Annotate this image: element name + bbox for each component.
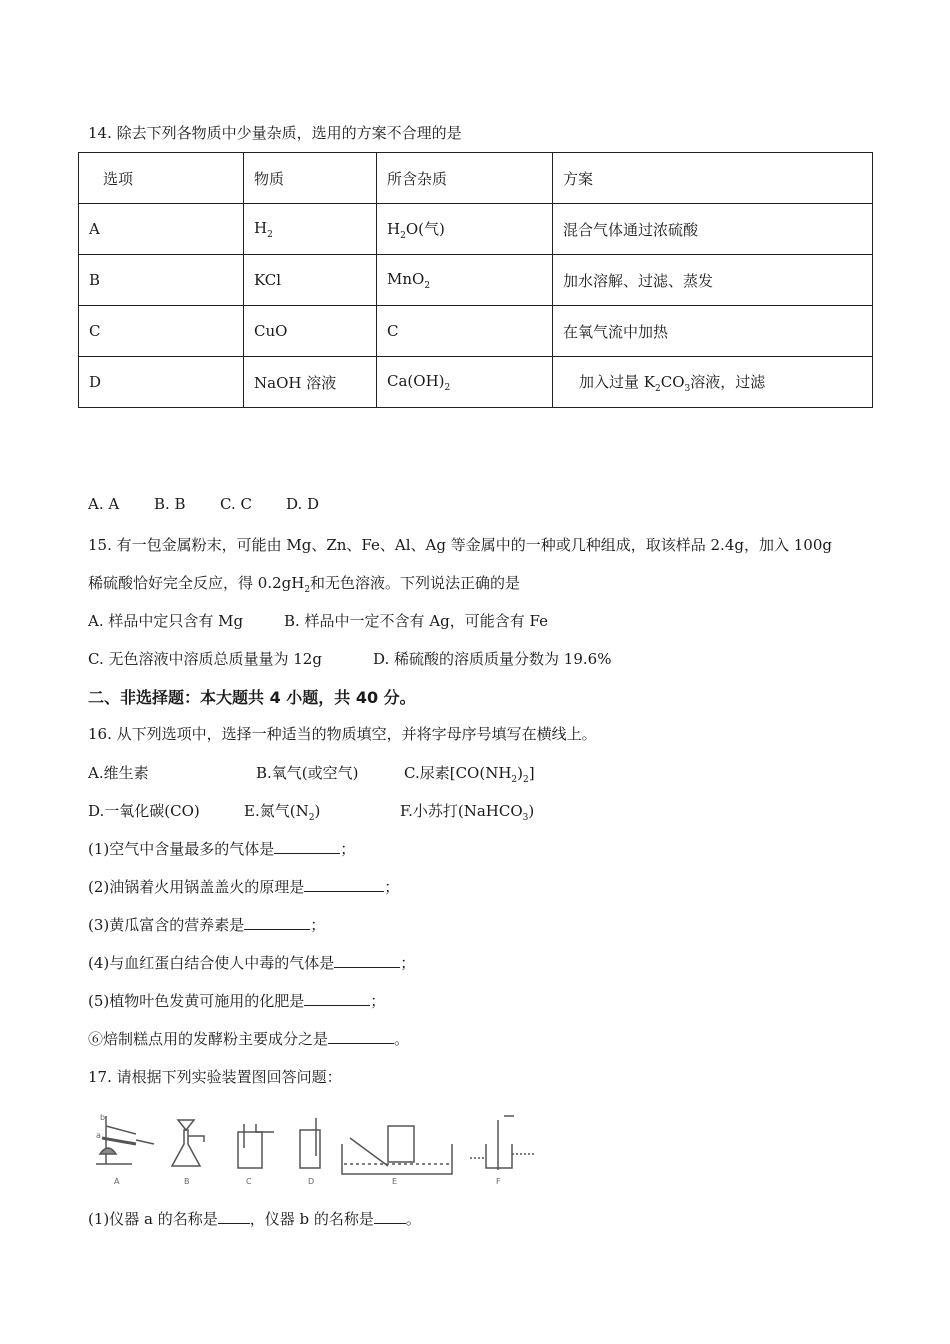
choice-d[interactable]: D. D — [286, 495, 320, 513]
fig-label-c: C — [246, 1177, 252, 1186]
table-row — [79, 255, 873, 306]
apparatus-drawing — [88, 1108, 538, 1188]
q16-option-d: D.一氧化碳(CO) — [88, 802, 200, 820]
choice-c[interactable]: C. C — [220, 495, 252, 513]
fig-label-d: D — [308, 1177, 315, 1186]
choice-a[interactable]: A. A — [88, 495, 120, 513]
row-option: D — [79, 357, 244, 408]
q14-choices — [88, 495, 319, 513]
q15-option-d[interactable]: D. 稀硫酸的溶质质量分数为 19.6% — [373, 650, 612, 668]
row-impurity: C — [377, 306, 553, 357]
row-impurity: $H_2O$(气) — [377, 204, 553, 255]
row-plan: 在氧气流中加热 — [553, 306, 873, 357]
fig-label-f: F — [496, 1177, 501, 1186]
header-plan: 方案 — [553, 153, 873, 204]
q16-option-e: E.氮气$(N_2)$ — [244, 802, 321, 823]
row-plan: 加入过量 $K_2CO_3$溶液，过滤 — [553, 357, 873, 408]
q15-option-c[interactable]: C. 无色溶液中溶质总质量量为 12g — [88, 650, 322, 668]
q16-option-c: C.尿素$[CO(NH_2)_2]$ — [404, 764, 535, 785]
q14-table — [78, 152, 873, 408]
header-option: 选项 — [79, 153, 244, 204]
q15-option-a[interactable]: A. 样品中定只含有 Mg — [88, 612, 244, 630]
q15-stem-line1: 15. 有一包金属粉末，可能由 Mg、Zn、Fe、Al、Ag 等金属中的一种或几种组成，取该样品 2.4g，加入 100g — [88, 536, 832, 554]
q16-options-row1 — [88, 762, 535, 785]
lab-apparatus-figure — [88, 1108, 538, 1188]
row-impurity: MnO$_2$ — [377, 255, 553, 306]
row-plan: 混合气体通过浓硫酸 — [553, 204, 873, 255]
fig-label-a: A — [114, 1177, 120, 1186]
table-row — [79, 306, 873, 357]
q16-item: (4)与血红蛋白结合使人中毒的气体是 ； — [88, 954, 416, 972]
answer-blank[interactable] — [304, 877, 384, 892]
fig-label-e: E — [392, 1177, 398, 1186]
q16-item: (5)植物叶色发黄可施用的化肥是 ； — [88, 992, 386, 1010]
answer-blank[interactable] — [218, 1209, 250, 1224]
choice-b[interactable]: B. B — [154, 495, 186, 513]
answer-blank[interactable] — [334, 953, 400, 968]
answer-blank[interactable] — [274, 839, 340, 854]
row-substance: $H_2$ — [244, 204, 377, 255]
q16-item: (2)油锅着火用锅盖盖火的原理是 ； — [88, 878, 400, 896]
answer-blank[interactable] — [374, 1209, 406, 1224]
header-substance: 物质 — [244, 153, 377, 204]
q17-stem: 17. 请根据下列实验装置图回答问题： — [88, 1068, 342, 1086]
q16-options-row2 — [88, 800, 534, 823]
q15-stem-line2: 稀硫酸恰好完全反应，得 $0.2gH_2$和无色溶液。下列说法正确的是 — [88, 574, 521, 595]
row-impurity: $Ca(OH)_2$ — [377, 357, 553, 408]
row-substance: CuO — [244, 306, 377, 357]
header-impurity: 所含杂质 — [377, 153, 553, 204]
q15-options-row2 — [88, 648, 611, 669]
q16-option-a: A.维生素 — [88, 764, 149, 782]
row-substance: NaOH 溶液 — [244, 357, 377, 408]
table-header-row — [79, 153, 873, 204]
section-heading: 二、非选择题：本大题共 4 小题，共 40 分。 — [88, 688, 416, 707]
q17-item-1: (1)仪器 a 的名称是 ，仪器 b 的名称是 。 — [88, 1210, 421, 1228]
answer-blank[interactable] — [244, 915, 310, 930]
q16-option-f: F.小苏打(NaHCO$_3$) — [400, 802, 535, 823]
q16-item: (1)空气中含量最多的气体是 ； — [88, 840, 356, 858]
q15-option-b[interactable]: B. 样品中一定不含有 Ag，可能含有 Fe — [284, 612, 548, 630]
row-option: C — [79, 306, 244, 357]
answer-blank[interactable] — [328, 1029, 394, 1044]
table-row — [79, 204, 873, 255]
row-substance: KCl — [244, 255, 377, 306]
mark-b: b — [100, 1113, 106, 1122]
answer-blank[interactable] — [304, 991, 370, 1006]
q15-options-row1 — [88, 610, 548, 631]
q16-stem: 16. 从下列选项中，选择一种适当的物质填空，并将字母序号填写在横线上。 — [88, 725, 597, 743]
row-option: A — [79, 204, 244, 255]
q16-item: ⑥焙制糕点用的发酵粉主要成分之是 。 — [88, 1030, 410, 1048]
mark-a: a — [96, 1131, 101, 1140]
q14-stem: 14. 除去下列各物质中少量杂质，选用的方案不合理的是 — [88, 124, 462, 142]
table-row — [79, 357, 873, 408]
row-plan: 加水溶解、过滤、蒸发 — [553, 255, 873, 306]
row-option: B — [79, 255, 244, 306]
q16-item: (3)黄瓜富含的营养素是 ； — [88, 916, 326, 934]
fig-label-b: B — [184, 1177, 190, 1186]
q16-option-b: B.氧气(或空气) — [256, 764, 359, 782]
